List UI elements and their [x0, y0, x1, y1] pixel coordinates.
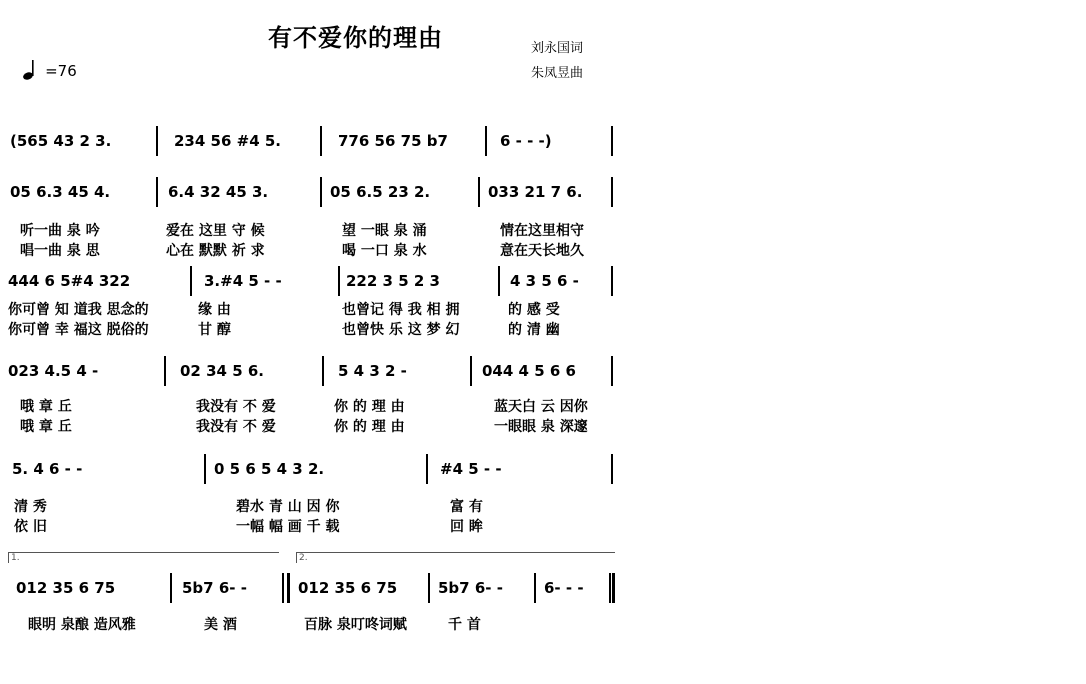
quarter-note-icon: [20, 58, 40, 82]
measure: 776 56 75 b7: [338, 132, 448, 150]
measure: 6.4 32 45 3.: [168, 183, 269, 201]
measure: #4 5 - -: [440, 460, 502, 478]
measure: 0 5 6 5 4 3 2.: [214, 460, 325, 478]
lyric: 唱一曲 泉 思: [20, 243, 100, 259]
measure: (565 43 2 3.: [10, 132, 112, 150]
lyric: 你可曾 幸 福这 脱俗的: [8, 322, 149, 338]
lyric: 你 的 理 由: [334, 419, 405, 435]
lyric: 一幅 幅 画 千 载: [236, 519, 340, 535]
lyric: 哦 章 丘: [20, 419, 72, 435]
lyricist: 刘永国词: [531, 41, 584, 56]
lyric: 喝 一口 泉 水: [342, 243, 427, 259]
measure: 6- - -: [544, 579, 584, 597]
measure: 444 6 5#4 322: [8, 272, 131, 290]
lyric: 美 酒: [204, 617, 237, 633]
measure: 5 4 3 2 -: [338, 362, 407, 380]
lyric: 蓝天白 云 因你: [494, 399, 588, 415]
lyric: 望 一眼 泉 涌: [342, 223, 427, 239]
lyric: 你 的 理 由: [334, 399, 405, 415]
lyric: 爱在 这里 守 候: [166, 223, 265, 239]
lyric: 我没有 不 爱: [196, 399, 276, 415]
measure: 234 56 #4 5.: [174, 132, 281, 150]
staff-line-2: [8, 177, 614, 207]
lyric: 的 清 幽: [508, 322, 560, 338]
lyric: 的 感 受: [508, 302, 560, 318]
measure: 05 6.5 23 2.: [330, 183, 431, 201]
staff-line-3: [8, 266, 614, 296]
song-title: 有不爱你的理由: [268, 23, 443, 52]
staff-line-1: [8, 126, 614, 156]
lyric: 一眼眼 泉 深邃: [494, 419, 588, 435]
lyric: 也曾快 乐 这 梦 幻: [342, 322, 460, 338]
measure: 012 35 6 75: [298, 579, 398, 597]
lyric: 清 秀: [14, 499, 47, 515]
staff-line-4: [8, 356, 614, 386]
measure: 012 35 6 75: [16, 579, 116, 597]
lyric: 碧水 青 山 因 你: [236, 499, 340, 515]
measure: 5b7 6- -: [438, 579, 503, 597]
measure: 4 3 5 6 -: [510, 272, 579, 290]
lyric: 回 眸: [450, 519, 483, 535]
lyric: 也曾记 得 我 相 拥: [342, 302, 460, 318]
lyric: 我没有 不 爱: [196, 419, 276, 435]
volta-2: 2.: [296, 552, 615, 563]
lyric: 依 旧: [14, 519, 47, 535]
lyric: 你可曾 知 道我 思念的: [8, 302, 149, 318]
lyric: 意在天长地久: [500, 243, 584, 259]
lyric: 缘 由: [198, 302, 231, 318]
lyric: 哦 章 丘: [20, 399, 72, 415]
tempo-marking: [20, 58, 77, 86]
lyric: 心在 默默 祈 求: [166, 243, 265, 259]
measure: 02 34 5 6.: [180, 362, 264, 380]
measure: 6 - - -): [500, 132, 552, 150]
lyric: 甘 醇: [198, 322, 231, 338]
lyric: 富 有: [450, 499, 483, 515]
volta-1: 1.: [8, 552, 279, 563]
lyric: 情在这里相守: [500, 223, 584, 239]
measure: 05 6.3 45 4.: [10, 183, 111, 201]
measure: 5b7 6- -: [182, 579, 247, 597]
measure: 3.#4 5 - -: [204, 272, 282, 290]
measure: 222 3 5 2 3: [346, 272, 440, 290]
lyric: 千 首: [448, 617, 481, 633]
staff-line-5: [8, 454, 614, 484]
measure: 033 21 7 6.: [488, 183, 583, 201]
measure: 023 4.5 4 -: [8, 362, 99, 380]
lyric: 百脉 泉叮咚词赋: [304, 617, 407, 633]
measure: 5. 4 6 - -: [12, 460, 83, 478]
tempo-value: =76: [45, 62, 77, 80]
composer: 朱凤昱曲: [531, 66, 584, 81]
lyric: 听一曲 泉 吟: [20, 223, 100, 239]
measure: 044 4 5 6 6: [482, 362, 576, 380]
staff-line-6: [8, 573, 614, 603]
lyric: 眼明 泉酿 造风雅: [28, 617, 136, 633]
